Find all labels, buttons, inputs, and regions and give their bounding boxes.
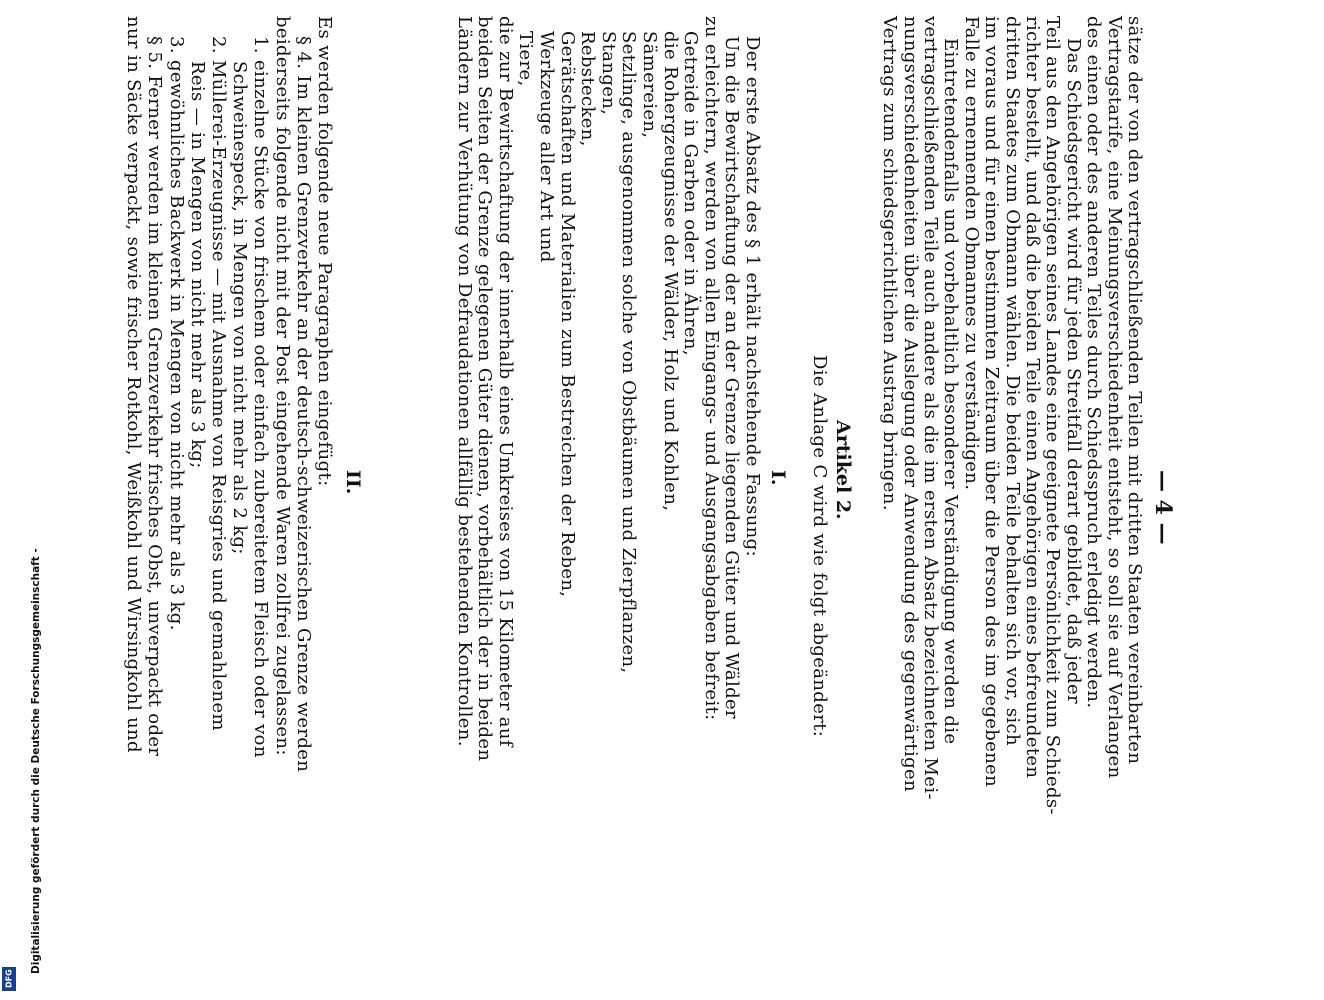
section-one-line: Sämereien,	[639, 31, 660, 139]
section-one-line: Ländern zur Verhütung von Defraudationen allfällig bestehenden Kontrollen.	[453, 16, 475, 747]
section-two-line: 2. Müllerei-Erzeugnisse — mit Ausnahme von Reisgries und gemahlenem	[208, 36, 229, 731]
paragraph-line: Eintretendenfalls und vorbehaltlich besonderer Verständigung werden die	[940, 38, 962, 745]
section-one-line: Stangen,	[597, 31, 619, 116]
section-one-heading: I.	[767, 470, 789, 486]
footer-text: Digitalisierung gefördert durch die Deutsche Forschungsgemeinschaft -	[30, 548, 42, 974]
section-two-line: 1. einzelne Stücke von frischem oder einfach zubereitetem Fleisch oder von	[250, 36, 272, 758]
section-two-line: § 5. Ferner werden im kleinen Grenzverkehr frisches Obst, unverpackt oder	[144, 36, 166, 757]
section-one-line: Getreide in Garben oder in Ähren,	[680, 31, 702, 356]
section-one-line: die Rohergzeugnisse der Wälder, Holz und Kohlen,	[659, 31, 681, 512]
paragraph-line: vertragschließenden Teile auch andere als die im ersten Absatz bezeichneten Mei-	[920, 16, 941, 800]
paragraph-line: sätze der von den vertragschließenden Teilen mit dritten Staaten vereinbarten	[1124, 16, 1145, 765]
paragraph-line: Vertrags zum schiedsgerichtlichen Austrag bringen.	[879, 16, 901, 511]
section-two-line: nur in Säcke verpackt, sowie frischer Rotkohl, Weißkohl und Wirsingkohl und	[123, 16, 145, 753]
paragraph-line: richter bestellt, und daß die beiden Teile einen Angehörigen eines befreundeten	[1022, 16, 1043, 779]
paragraph-line: Das Schiedsgericht wird für jeden Streitfall derart gebildet, daß jeder	[1062, 38, 1084, 704]
paragraph-line: Teil aus den Angehörigen seines Landes eine geeignete Persönlichkeit zum Schieds-	[1042, 16, 1064, 815]
section-one-line: Der erste Absatz des § 1 erhält nachstehende Fassung:	[742, 36, 763, 557]
section-one-line: beiden Seiten der Grenze gelegenen Güter dienen, vorbehältlich der in beiden	[474, 16, 496, 762]
section-two-line: § 4. Im kleinen Grenzverkehr an der deutsch-schweizerischen Grenze werden	[292, 36, 314, 773]
section-one-line: Gerätschaften und Materialien zum Bestreichen der Reben,	[556, 31, 578, 598]
paragraph-line: im voraus und für einen bestimmten Zeitraum über die Person des im gegebenen	[981, 16, 1003, 788]
section-one-line: zu erleichtern, werden von allen Eingangs- und Ausgangsabgaben befreit:	[700, 16, 722, 721]
paragraph-line: nungsverschiedenheiten über die Auslegung oder Anwendung des gegenwärtigen	[899, 16, 921, 792]
section-one-line: die zur Bewirtschaftung der innerhalb eines Umkreises von 15 Kilometer auf	[494, 16, 516, 747]
section-one-line: Rebstecken,	[577, 31, 599, 147]
section-two-line: Reis — in Mengen von nicht mehr als 3 kg;	[186, 61, 208, 469]
paragraph-line: des einen oder des anderen Teiles durch Schiedsspruch erledigt werden.	[1083, 16, 1105, 709]
section-one-line: Um die Bewirtschaftung der an der Grenze liegenden Güter und Wälder	[721, 36, 743, 719]
section-two-heading: II.	[342, 470, 364, 495]
section-two-line: Schweinespeck, in Mengen von nicht mehr als 2 kg;	[229, 61, 251, 555]
paragraph-line: Falle zu ernennenden Obmannes zu verständigen.	[960, 16, 982, 491]
dfg-logo: DFG	[2, 967, 16, 991]
section-one-line: Tiere,	[515, 31, 537, 87]
article-heading: Artikel 2.	[832, 420, 854, 520]
section-two-line: beiderseits folgende nicht mit der Post eingehende Waren zollfrei zugelassen:	[271, 16, 293, 756]
footer	[28, 548, 52, 996]
section-one-line: Werkzeuge aller Art und	[536, 31, 557, 263]
section-two-line: 3. gewöhnliches Backwerk in Mengen von nicht mehr als 3 kg.	[165, 36, 187, 631]
page-number: — 4 —	[1150, 470, 1176, 545]
paragraph-line: dritten Staates zum Obmann wählen. Die beiden Teile behalten sich vor, sich	[1001, 16, 1023, 746]
article-intro: Die Anlage C wird wie folgt abgeändert:	[809, 355, 830, 738]
paragraph-line: Vertragstarife, eine Meinungsverschiedenheit entsteht, so soll sie auf Verlangen	[1103, 16, 1125, 779]
section-one-line: Setzlinge, ausgenommen solche von Obstbäumen und Zierpflanzen,	[618, 31, 640, 674]
section-two-line: Es werden folgende neue Paragraphen eingefügt:	[314, 16, 335, 487]
